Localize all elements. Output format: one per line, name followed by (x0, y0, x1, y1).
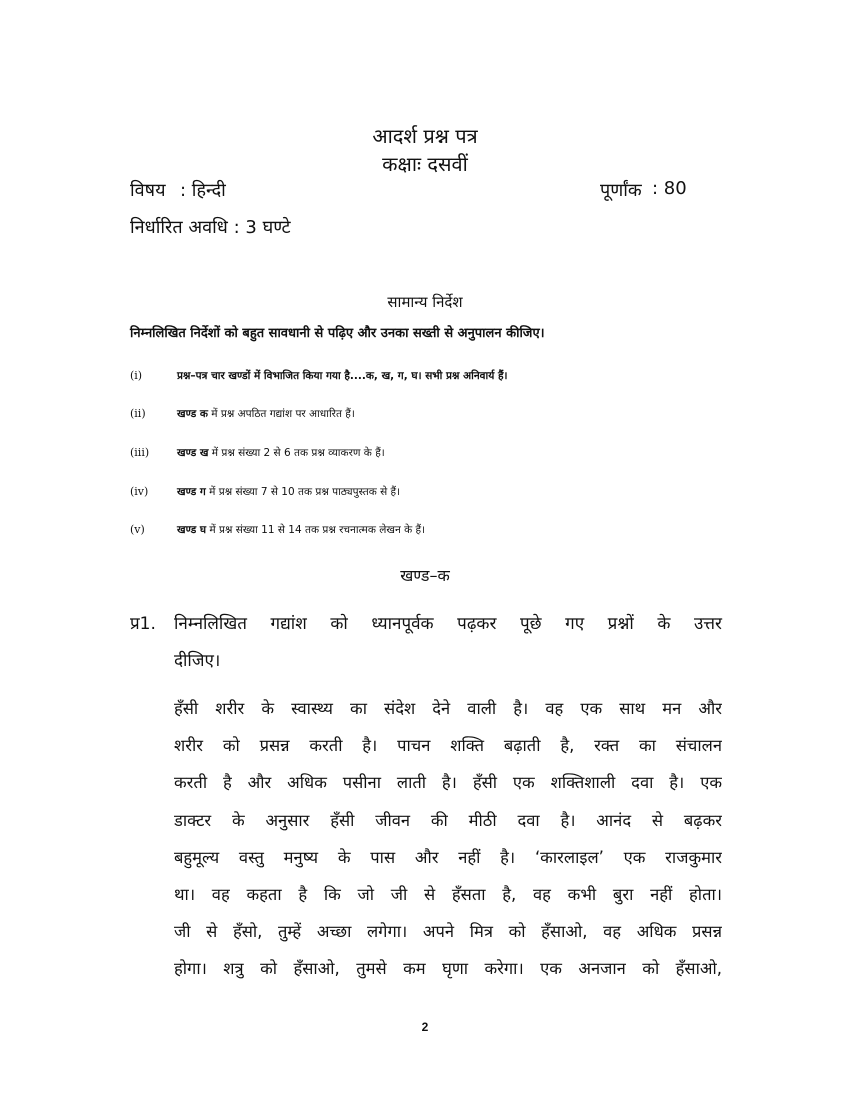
instruction-bold: खण्ड क (177, 408, 208, 420)
instruction-item (177, 446, 385, 460)
instruction-item (177, 407, 355, 421)
marks-label: पूर्णांक (600, 180, 642, 201)
passage-line: बहुमूल्य वस्तु मनुष्य के पास और नहीं है। ‘कारलाइल’ एक राजकुमार (174, 847, 722, 867)
instruction-number: (v) (130, 523, 145, 536)
subject-label: विषय (130, 180, 166, 201)
passage-line: हँसी शरीर के स्वास्थ्य का संदेश देने वाली है। वह एक साथ मन और (174, 699, 722, 718)
instruction-rest: में प्रश्न अपठित गद्यांश पर आधारित हैं। (207, 408, 355, 420)
passage (174, 690, 722, 988)
passage-line: डाक्टर के अनुसार हँसी जीवन की मीठी दवा है। आनंद से बढ़कर (174, 810, 722, 830)
passage-line: शरीर को प्रसन्न करती है। पाचन शक्ति बढ़ाती है, रक्त का संचालन (174, 736, 722, 756)
paper-title: आदर्श प्रश्न पत्र (372, 124, 478, 148)
instruction-item (177, 369, 508, 383)
class-line: कक्षाः दसवीं (382, 152, 468, 176)
instruction-number: (i) (130, 369, 143, 382)
subject-value: : हिन्दी (180, 180, 226, 201)
marks-value: : 80 (652, 178, 687, 199)
question-text-line2: दीजिए। (174, 651, 221, 671)
section-heading: खण्ड–क (400, 566, 450, 585)
instruction-bold: खण्ड ग (177, 486, 206, 498)
passage-line: जी से हँसो, तुम्हें अच्छा लगेगा। अपने मित्र को हँसाओ, वह अधिक प्रसन्न (174, 922, 722, 942)
instruction-item (177, 485, 400, 499)
instruction-number: (ii) (130, 407, 146, 420)
page-number: 2 (421, 1020, 429, 1034)
instructions-heading: सामान्य निर्देश (387, 293, 463, 311)
instructions-intro: निम्नलिखित निर्देशों को बहुत सावधानी से पढ़िए और उनका सख्ती से अनुपालन कीजिए। (130, 326, 545, 341)
instruction-rest: में प्रश्न संख्या 2 से 6 तक प्रश्न व्याकरण के हैं। (208, 447, 385, 459)
instruction-number: (iii) (130, 446, 150, 459)
instruction-number: (iv) (130, 485, 149, 498)
passage-line: था। वह कहता है कि जो जी से हँसता है, वह कभी बुरा नहीं होता। (174, 884, 722, 904)
instruction-rest: में प्रश्न संख्या 7 से 10 तक प्रश्न पाठ्यपुस्तक से हैं। (205, 486, 401, 498)
instruction-bold: प्रश्न–पत्र चार खण्डों में विभाजित किया गया है....क, ख, ग, घ। सभी प्रश्न अनिवार्य हैं। (177, 370, 508, 382)
duration: निर्धारित अवधि : 3 घण्टे (130, 217, 291, 238)
instruction-bold: खण्ड घ (177, 524, 207, 536)
instruction-bold: खण्ड ख (177, 447, 209, 459)
instruction-item (177, 523, 425, 537)
passage-line: करती है और अधिक पसीना लाती है। हँसी एक शक्तिशाली दवा है। एक (174, 773, 722, 793)
question-number: प्र1. (130, 614, 156, 634)
passage-line: होगा। शत्रु को हँसाओ, तुमसे कम घृणा करेगा। एक अनजान को हँसाओ, (174, 959, 722, 979)
question-text-line1: निम्नलिखित गद्यांश को ध्यानपूर्वक पढ़कर पूछे गए प्रश्नों के उत्तर (174, 614, 722, 634)
instruction-rest: में प्रश्न संख्या 11 से 14 तक प्रश्न रचनात्मक लेखन के हैं। (206, 524, 426, 536)
